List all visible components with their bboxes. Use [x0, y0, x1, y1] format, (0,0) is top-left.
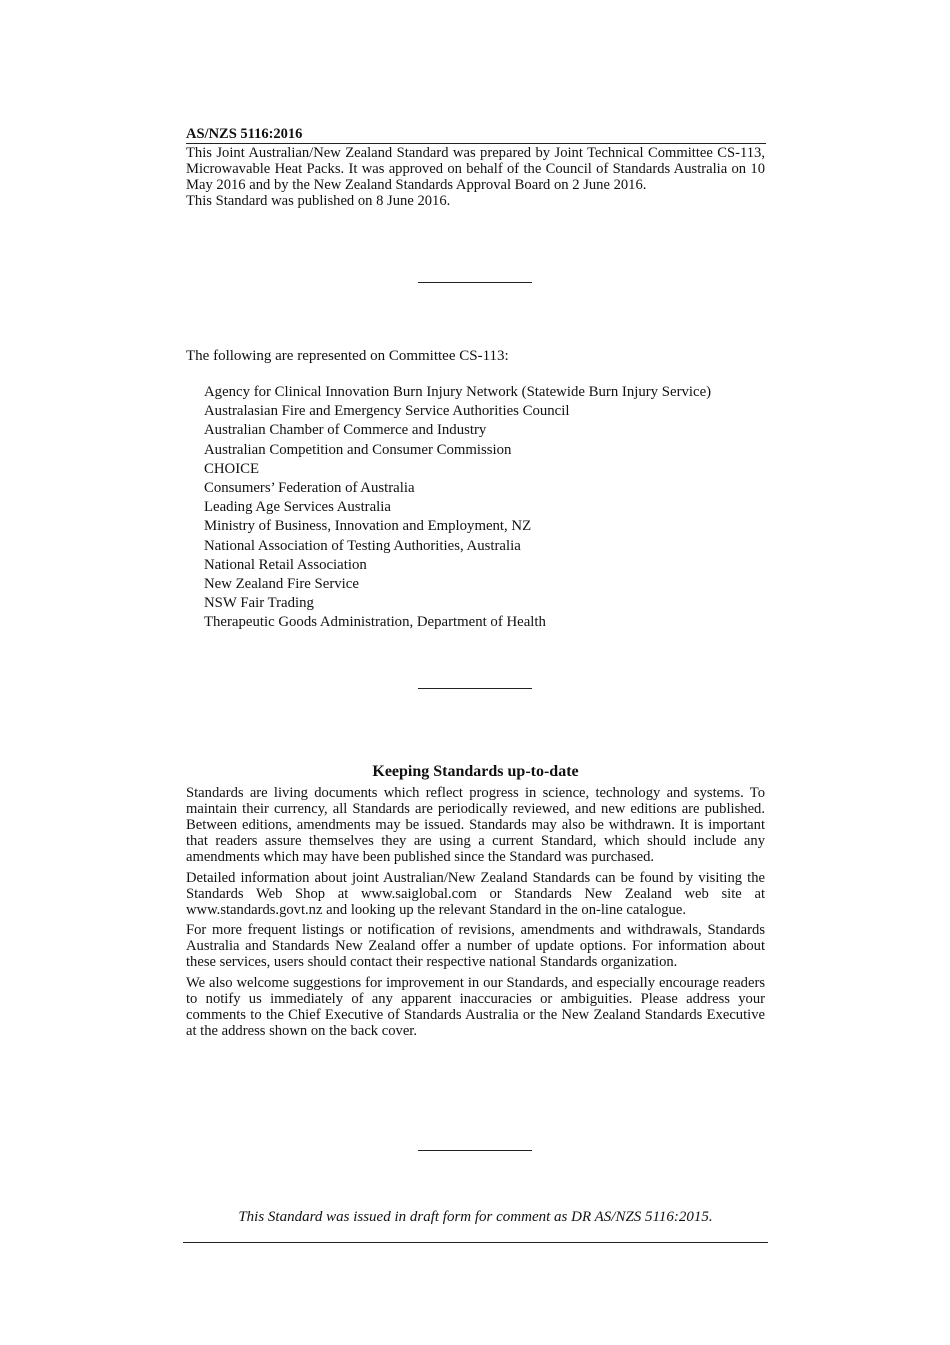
preparation-statement [186, 145, 765, 209]
organization-item: Leading Age Services Australia [204, 499, 391, 516]
draft-note: This Standard was issued in draft form for comment as DR AS/NZS 5116:2015. [238, 1209, 713, 1225]
body-paragraph: Detailed information about joint Australian/New Zealand Standards can be found by visiting the Standards Web Shop at www.saiglobal.com or Standards New Zealand web site at www.standards.govt.nz and looking up the relevant Standard in the on-line catalogue. [186, 869, 765, 918]
body-paragraph: For more frequent listings or notification of revisions, amendments and withdrawals, Standards Australia and Standards New Zealand offer a number of update options. For information about these services, users should contact their respective national Standards organization. [186, 922, 765, 971]
keeping-standards-title: Keeping Standards up-to-date [372, 763, 579, 780]
keeping-standards-body [186, 785, 765, 1043]
organization-item: Australasian Fire and Emergency Service Authorities Council [204, 403, 570, 420]
organization-item: Therapeutic Goods Administration, Department of Health [204, 614, 546, 631]
organization-item: NSW Fair Trading [204, 595, 314, 612]
organization-item: National Retail Association [204, 556, 367, 573]
organization-item: Consumers’ Federation of Australia [204, 480, 415, 497]
representation-intro: The following are represented on Committee CS-113: [186, 348, 509, 364]
body-paragraph: We also welcome suggestions for improvement in our Standards, and especially encourage readers to notify us immediately of any apparent inaccuracies or ambiguities. Please address your comments to the Chief Executive of Standards Australia or the New Zealand Standards Executive at the address shown on the back cover. [186, 974, 765, 1039]
separator-rule [418, 688, 532, 689]
organization-item: Agency for Clinical Innovation Burn Injury Network (Statewide Burn Injury Service) [204, 384, 712, 400]
organization-item: Ministry of Business, Innovation and Employment, NZ [204, 518, 532, 535]
body-paragraph: Standards are living documents which reflect progress in science, technology and systems. To maintain their currency, all Standards are periodically reviewed, and new editions are published. Between editions, amendments may be issued. Standards may also be withdrawn. It is important that readers assure themselves they are using a current Standard, which should include any amendments which may have been published since the Standard was purchased. [186, 785, 765, 865]
committee-organization-list [204, 383, 711, 633]
organization-item: National Association of Testing Authorities, Australia [204, 537, 521, 554]
organization-item: Australian Competition and Consumer Commission [204, 441, 512, 458]
organization-item: CHOICE [204, 460, 260, 477]
publication-date-paragraph: This Standard was published on 8 June 2016. [186, 193, 451, 209]
bottom-rule [183, 1242, 768, 1243]
preparation-paragraph: This Joint Australian/New Zealand Standard was prepared by Joint Technical Committee CS-113, Microwavable Heat Packs. It was approved on behalf of the Council of Standards Australia on 10 May 2016 and by the New Zealand Standards Approval Board on 2 June 2016. [186, 145, 765, 193]
separator-rule [418, 282, 532, 283]
separator-rule [418, 1150, 532, 1151]
organization-item: Australian Chamber of Commerce and Industry [204, 422, 487, 439]
standard-number: AS/NZS 5116:2016 [186, 126, 766, 144]
organization-item: New Zealand Fire Service [204, 576, 359, 593]
